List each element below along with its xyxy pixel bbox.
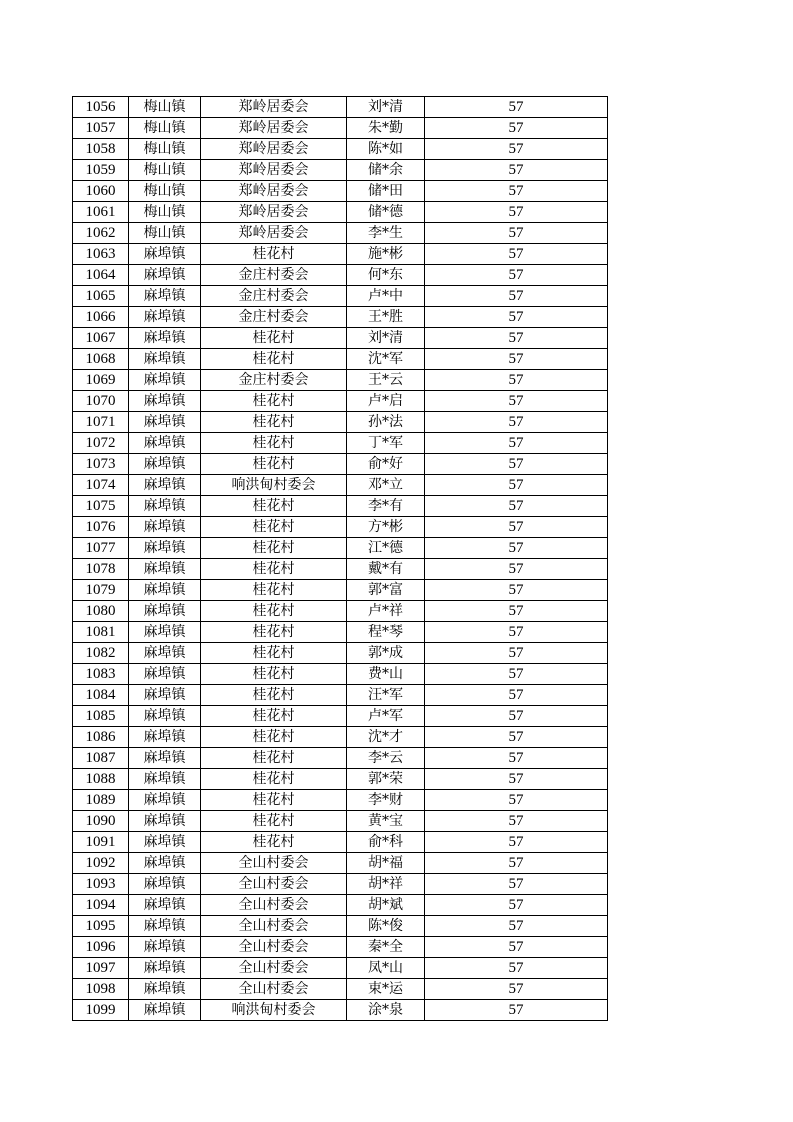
table-row (73, 916, 608, 937)
town-cell: 麻埠镇 (129, 769, 201, 790)
town-cell: 麻埠镇 (129, 874, 201, 895)
village-cell: 桂花村 (201, 601, 347, 622)
row-number-cell: 1057 (73, 118, 129, 139)
amount-cell: 57 (425, 391, 608, 412)
village-cell: 桂花村 (201, 328, 347, 349)
table-row (73, 538, 608, 559)
amount-cell: 57 (425, 685, 608, 706)
amount-cell: 57 (425, 664, 608, 685)
town-cell: 麻埠镇 (129, 328, 201, 349)
table-row (73, 391, 608, 412)
village-cell: 郑岭居委会 (201, 202, 347, 223)
amount-cell: 57 (425, 979, 608, 1000)
town-cell: 麻埠镇 (129, 853, 201, 874)
row-number-cell: 1084 (73, 685, 129, 706)
village-cell: 桂花村 (201, 391, 347, 412)
amount-cell: 57 (425, 181, 608, 202)
amount-cell: 57 (425, 853, 608, 874)
village-cell: 全山村委会 (201, 853, 347, 874)
village-cell: 郑岭居委会 (201, 118, 347, 139)
amount-cell: 57 (425, 874, 608, 895)
town-cell: 麻埠镇 (129, 937, 201, 958)
village-cell: 桂花村 (201, 706, 347, 727)
name-cell: 李*生 (347, 223, 425, 244)
town-cell: 麻埠镇 (129, 1000, 201, 1021)
town-cell: 麻埠镇 (129, 706, 201, 727)
table-row (73, 454, 608, 475)
town-cell: 麻埠镇 (129, 433, 201, 454)
amount-cell: 57 (425, 958, 608, 979)
table-row (73, 307, 608, 328)
table-row (73, 97, 608, 118)
row-number-cell: 1079 (73, 580, 129, 601)
town-cell: 麻埠镇 (129, 517, 201, 538)
town-cell: 麻埠镇 (129, 559, 201, 580)
name-cell: 卢*军 (347, 706, 425, 727)
name-cell: 俞*好 (347, 454, 425, 475)
row-number-cell: 1091 (73, 832, 129, 853)
table-row (73, 832, 608, 853)
row-number-cell: 1088 (73, 769, 129, 790)
amount-cell: 57 (425, 916, 608, 937)
name-cell: 胡*祥 (347, 874, 425, 895)
table-row (73, 118, 608, 139)
amount-cell: 57 (425, 559, 608, 580)
village-cell: 桂花村 (201, 685, 347, 706)
village-cell: 桂花村 (201, 454, 347, 475)
row-number-cell: 1066 (73, 307, 129, 328)
table-row (73, 475, 608, 496)
amount-cell: 57 (425, 811, 608, 832)
name-cell: 陈*如 (347, 139, 425, 160)
name-cell: 何*东 (347, 265, 425, 286)
village-cell: 响洪甸村委会 (201, 475, 347, 496)
table-row (73, 328, 608, 349)
name-cell: 费*山 (347, 664, 425, 685)
name-cell: 胡*福 (347, 853, 425, 874)
amount-cell: 57 (425, 538, 608, 559)
amount-cell: 57 (425, 496, 608, 517)
village-cell: 金庄村委会 (201, 307, 347, 328)
table-row (73, 160, 608, 181)
name-cell: 储*余 (347, 160, 425, 181)
table-row (73, 601, 608, 622)
village-cell: 郑岭居委会 (201, 181, 347, 202)
town-cell: 麻埠镇 (129, 391, 201, 412)
village-cell: 桂花村 (201, 664, 347, 685)
table-row (73, 370, 608, 391)
amount-cell: 57 (425, 601, 608, 622)
name-cell: 卢*祥 (347, 601, 425, 622)
table-row (73, 139, 608, 160)
name-cell: 俞*科 (347, 832, 425, 853)
amount-cell: 57 (425, 118, 608, 139)
row-number-cell: 1060 (73, 181, 129, 202)
town-cell: 梅山镇 (129, 181, 201, 202)
town-cell: 麻埠镇 (129, 370, 201, 391)
amount-cell: 57 (425, 97, 608, 118)
village-cell: 桂花村 (201, 559, 347, 580)
town-cell: 麻埠镇 (129, 496, 201, 517)
table-row (73, 496, 608, 517)
village-cell: 桂花村 (201, 517, 347, 538)
table-row (73, 790, 608, 811)
row-number-cell: 1092 (73, 853, 129, 874)
name-cell: 黄*宝 (347, 811, 425, 832)
row-number-cell: 1064 (73, 265, 129, 286)
row-number-cell: 1072 (73, 433, 129, 454)
name-cell: 汪*军 (347, 685, 425, 706)
town-cell: 麻埠镇 (129, 265, 201, 286)
table-row (73, 874, 608, 895)
row-number-cell: 1087 (73, 748, 129, 769)
town-cell: 麻埠镇 (129, 475, 201, 496)
name-cell: 郭*富 (347, 580, 425, 601)
name-cell: 胡*斌 (347, 895, 425, 916)
table-row (73, 265, 608, 286)
name-cell: 郭*荣 (347, 769, 425, 790)
village-cell: 桂花村 (201, 433, 347, 454)
town-cell: 麻埠镇 (129, 916, 201, 937)
town-cell: 麻埠镇 (129, 643, 201, 664)
table-row (73, 685, 608, 706)
table-row (73, 1000, 608, 1021)
amount-cell: 57 (425, 244, 608, 265)
town-cell: 麻埠镇 (129, 727, 201, 748)
row-number-cell: 1076 (73, 517, 129, 538)
village-cell: 桂花村 (201, 643, 347, 664)
town-cell: 梅山镇 (129, 202, 201, 223)
amount-cell: 57 (425, 286, 608, 307)
name-cell: 朱*勤 (347, 118, 425, 139)
row-number-cell: 1097 (73, 958, 129, 979)
village-cell: 全山村委会 (201, 916, 347, 937)
town-cell: 麻埠镇 (129, 811, 201, 832)
town-cell: 麻埠镇 (129, 286, 201, 307)
table-row (73, 769, 608, 790)
village-cell: 桂花村 (201, 496, 347, 517)
amount-cell: 57 (425, 139, 608, 160)
name-cell: 卢*启 (347, 391, 425, 412)
village-cell: 桂花村 (201, 538, 347, 559)
row-number-cell: 1063 (73, 244, 129, 265)
town-cell: 麻埠镇 (129, 244, 201, 265)
row-number-cell: 1080 (73, 601, 129, 622)
row-number-cell: 1098 (73, 979, 129, 1000)
row-number-cell: 1077 (73, 538, 129, 559)
table-row (73, 895, 608, 916)
amount-cell: 57 (425, 727, 608, 748)
table-row (73, 580, 608, 601)
village-cell: 桂花村 (201, 748, 347, 769)
village-cell: 金庄村委会 (201, 370, 347, 391)
name-cell: 陈*俊 (347, 916, 425, 937)
data-table (72, 96, 608, 1021)
amount-cell: 57 (425, 307, 608, 328)
name-cell: 凤*山 (347, 958, 425, 979)
table-row (73, 223, 608, 244)
table-row (73, 412, 608, 433)
amount-cell: 57 (425, 370, 608, 391)
town-cell: 麻埠镇 (129, 832, 201, 853)
amount-cell: 57 (425, 748, 608, 769)
town-cell: 梅山镇 (129, 118, 201, 139)
amount-cell: 57 (425, 706, 608, 727)
town-cell: 麻埠镇 (129, 895, 201, 916)
table-row (73, 664, 608, 685)
amount-cell: 57 (425, 769, 608, 790)
name-cell: 李*云 (347, 748, 425, 769)
table-row (73, 937, 608, 958)
amount-cell: 57 (425, 580, 608, 601)
town-cell: 麻埠镇 (129, 685, 201, 706)
name-cell: 丁*军 (347, 433, 425, 454)
amount-cell: 57 (425, 475, 608, 496)
row-number-cell: 1058 (73, 139, 129, 160)
row-number-cell: 1089 (73, 790, 129, 811)
name-cell: 涂*泉 (347, 1000, 425, 1021)
table-row (73, 853, 608, 874)
town-cell: 麻埠镇 (129, 538, 201, 559)
village-cell: 桂花村 (201, 412, 347, 433)
row-number-cell: 1085 (73, 706, 129, 727)
village-cell: 全山村委会 (201, 958, 347, 979)
row-number-cell: 1071 (73, 412, 129, 433)
village-cell: 桂花村 (201, 790, 347, 811)
village-cell: 全山村委会 (201, 979, 347, 1000)
row-number-cell: 1094 (73, 895, 129, 916)
name-cell: 孙*法 (347, 412, 425, 433)
row-number-cell: 1081 (73, 622, 129, 643)
amount-cell: 57 (425, 454, 608, 475)
amount-cell: 57 (425, 937, 608, 958)
village-cell: 桂花村 (201, 349, 347, 370)
town-cell: 麻埠镇 (129, 580, 201, 601)
name-cell: 卢*中 (347, 286, 425, 307)
row-number-cell: 1078 (73, 559, 129, 580)
amount-cell: 57 (425, 643, 608, 664)
name-cell: 李*有 (347, 496, 425, 517)
village-cell: 全山村委会 (201, 937, 347, 958)
table-row (73, 181, 608, 202)
village-cell: 全山村委会 (201, 895, 347, 916)
town-cell: 梅山镇 (129, 160, 201, 181)
village-cell: 郑岭居委会 (201, 160, 347, 181)
village-cell: 桂花村 (201, 769, 347, 790)
table-row (73, 643, 608, 664)
amount-cell: 57 (425, 517, 608, 538)
table-row (73, 706, 608, 727)
name-cell: 储*田 (347, 181, 425, 202)
table-row (73, 979, 608, 1000)
town-cell: 麻埠镇 (129, 307, 201, 328)
town-cell: 麻埠镇 (129, 958, 201, 979)
town-cell: 梅山镇 (129, 97, 201, 118)
table-row (73, 727, 608, 748)
town-cell: 麻埠镇 (129, 601, 201, 622)
name-cell: 李*财 (347, 790, 425, 811)
row-number-cell: 1069 (73, 370, 129, 391)
town-cell: 梅山镇 (129, 223, 201, 244)
table-row (73, 811, 608, 832)
row-number-cell: 1067 (73, 328, 129, 349)
name-cell: 秦*全 (347, 937, 425, 958)
town-cell: 麻埠镇 (129, 349, 201, 370)
table-row (73, 958, 608, 979)
town-cell: 麻埠镇 (129, 748, 201, 769)
town-cell: 麻埠镇 (129, 412, 201, 433)
name-cell: 邓*立 (347, 475, 425, 496)
amount-cell: 57 (425, 223, 608, 244)
row-number-cell: 1061 (73, 202, 129, 223)
row-number-cell: 1056 (73, 97, 129, 118)
village-cell: 郑岭居委会 (201, 97, 347, 118)
village-cell: 桂花村 (201, 622, 347, 643)
row-number-cell: 1074 (73, 475, 129, 496)
name-cell: 王*胜 (347, 307, 425, 328)
amount-cell: 57 (425, 622, 608, 643)
row-number-cell: 1073 (73, 454, 129, 475)
town-cell: 麻埠镇 (129, 622, 201, 643)
name-cell: 沈*才 (347, 727, 425, 748)
row-number-cell: 1083 (73, 664, 129, 685)
name-cell: 方*彬 (347, 517, 425, 538)
name-cell: 王*云 (347, 370, 425, 391)
row-number-cell: 1093 (73, 874, 129, 895)
amount-cell: 57 (425, 202, 608, 223)
row-number-cell: 1095 (73, 916, 129, 937)
village-cell: 金庄村委会 (201, 286, 347, 307)
amount-cell: 57 (425, 328, 608, 349)
row-number-cell: 1090 (73, 811, 129, 832)
name-cell: 郭*成 (347, 643, 425, 664)
village-cell: 郑岭居委会 (201, 223, 347, 244)
village-cell: 金庄村委会 (201, 265, 347, 286)
row-number-cell: 1068 (73, 349, 129, 370)
village-cell: 郑岭居委会 (201, 139, 347, 160)
name-cell: 沈*军 (347, 349, 425, 370)
amount-cell: 57 (425, 790, 608, 811)
village-cell: 桂花村 (201, 727, 347, 748)
row-number-cell: 1096 (73, 937, 129, 958)
row-number-cell: 1086 (73, 727, 129, 748)
amount-cell: 57 (425, 1000, 608, 1021)
row-number-cell: 1062 (73, 223, 129, 244)
name-cell: 江*德 (347, 538, 425, 559)
village-cell: 桂花村 (201, 811, 347, 832)
table-row (73, 517, 608, 538)
table-row (73, 559, 608, 580)
table-row (73, 622, 608, 643)
village-cell: 响洪甸村委会 (201, 1000, 347, 1021)
village-cell: 桂花村 (201, 832, 347, 853)
name-cell: 程*琴 (347, 622, 425, 643)
table-row (73, 244, 608, 265)
name-cell: 施*彬 (347, 244, 425, 265)
amount-cell: 57 (425, 832, 608, 853)
name-cell: 储*德 (347, 202, 425, 223)
row-number-cell: 1059 (73, 160, 129, 181)
town-cell: 麻埠镇 (129, 790, 201, 811)
amount-cell: 57 (425, 895, 608, 916)
amount-cell: 57 (425, 349, 608, 370)
table-row (73, 748, 608, 769)
row-number-cell: 1099 (73, 1000, 129, 1021)
town-cell: 麻埠镇 (129, 979, 201, 1000)
amount-cell: 57 (425, 412, 608, 433)
name-cell: 刘*清 (347, 97, 425, 118)
table-row (73, 202, 608, 223)
town-cell: 麻埠镇 (129, 664, 201, 685)
name-cell: 戴*有 (347, 559, 425, 580)
row-number-cell: 1082 (73, 643, 129, 664)
table-row (73, 433, 608, 454)
name-cell: 束*运 (347, 979, 425, 1000)
table-body (73, 97, 608, 1021)
town-cell: 梅山镇 (129, 139, 201, 160)
village-cell: 桂花村 (201, 580, 347, 601)
table-row (73, 286, 608, 307)
name-cell: 刘*清 (347, 328, 425, 349)
table-row (73, 349, 608, 370)
row-number-cell: 1065 (73, 286, 129, 307)
amount-cell: 57 (425, 160, 608, 181)
row-number-cell: 1075 (73, 496, 129, 517)
amount-cell: 57 (425, 433, 608, 454)
village-cell: 桂花村 (201, 244, 347, 265)
amount-cell: 57 (425, 265, 608, 286)
row-number-cell: 1070 (73, 391, 129, 412)
town-cell: 麻埠镇 (129, 454, 201, 475)
village-cell: 全山村委会 (201, 874, 347, 895)
